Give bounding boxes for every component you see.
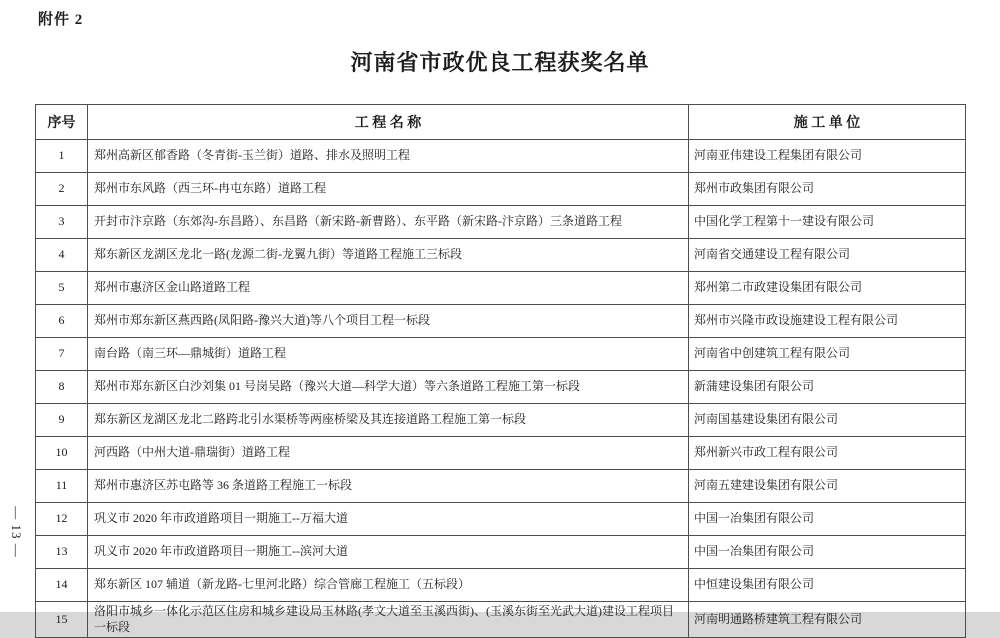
company-name-cell: 河南省交通建设工程有限公司 bbox=[689, 239, 966, 272]
row-index-cell: 15 bbox=[36, 602, 88, 638]
company-name-cell: 郑州市兴隆市政设施建设工程有限公司 bbox=[689, 305, 966, 338]
project-name-cell: 巩义市 2020 年市政道路项目一期施工--滨河大道 bbox=[88, 536, 689, 569]
table-row bbox=[36, 173, 966, 206]
row-index-cell: 13 bbox=[36, 536, 88, 569]
project-name-cell: 南台路（南三环—鼎城街）道路工程 bbox=[88, 338, 689, 371]
table-row bbox=[36, 470, 966, 503]
row-index-cell: 12 bbox=[36, 503, 88, 536]
project-name-cell: 巩义市 2020 年市政道路项目一期施工--万福大道 bbox=[88, 503, 689, 536]
company-name-cell: 中恒建设集团有限公司 bbox=[689, 569, 966, 602]
company-name-cell: 郑州市政集团有限公司 bbox=[689, 173, 966, 206]
table-row bbox=[36, 371, 966, 404]
company-name-cell: 郑州第二市政建设集团有限公司 bbox=[689, 272, 966, 305]
row-index-cell: 10 bbox=[36, 437, 88, 470]
table-row bbox=[36, 437, 966, 470]
company-name-cell: 中国一冶集团有限公司 bbox=[689, 536, 966, 569]
table-row bbox=[36, 206, 966, 239]
project-name-cell: 郑州市惠济区金山路道路工程 bbox=[88, 272, 689, 305]
row-index-cell: 8 bbox=[36, 371, 88, 404]
award-table bbox=[35, 104, 966, 638]
project-name-cell: 郑东新区龙湖区龙北二路跨北引水渠桥等两座桥梁及其连接道路工程施工第一标段 bbox=[88, 404, 689, 437]
header-company-column: 施 工 单 位 bbox=[689, 105, 966, 140]
company-name-cell: 中国一冶集团有限公司 bbox=[689, 503, 966, 536]
project-name-cell: 洛阳市城乡一体化示范区住房和城乡建设局玉林路(孝文大道至玉溪西街)、(玉溪东街至光武大道)建设工程项目一标段 bbox=[88, 602, 689, 638]
project-name-cell: 河西路（中州大道-鼎瑞街）道路工程 bbox=[88, 437, 689, 470]
company-name-cell: 河南明通路桥建筑工程有限公司 bbox=[689, 602, 966, 638]
attachment-label: 附件 2 bbox=[38, 12, 84, 28]
company-name-cell: 河南五建建设集团有限公司 bbox=[689, 470, 966, 503]
table-row bbox=[36, 305, 966, 338]
project-name-cell: 郑州高新区郁香路（冬青街-玉兰街）道路、排水及照明工程 bbox=[88, 140, 689, 173]
company-name-cell: 新蒲建设集团有限公司 bbox=[689, 371, 966, 404]
company-name-cell: 河南省中创建筑工程有限公司 bbox=[689, 338, 966, 371]
table-row bbox=[36, 503, 966, 536]
table-row bbox=[36, 404, 966, 437]
company-name-cell: 河南亚伟建设工程集团有限公司 bbox=[689, 140, 966, 173]
row-index-cell: 2 bbox=[36, 173, 88, 206]
company-name-cell: 河南国基建设集团有限公司 bbox=[689, 404, 966, 437]
row-index-cell: 1 bbox=[36, 140, 88, 173]
header-project-column: 工 程 名 称 bbox=[88, 105, 689, 140]
project-name-cell: 郑州市东风路（西三环-冉屯东路）道路工程 bbox=[88, 173, 689, 206]
page-title: 河南省市政优良工程获奖名单 bbox=[350, 50, 650, 75]
row-index-cell: 6 bbox=[36, 305, 88, 338]
page-number: — 13 — bbox=[9, 506, 24, 558]
row-index-cell: 14 bbox=[36, 569, 88, 602]
table-header-row bbox=[36, 105, 966, 140]
project-name-cell: 郑州市郑东新区白沙刘集 01 号岗吴路（豫兴大道—科学大道）等六条道路工程施工第一标段 bbox=[88, 371, 689, 404]
project-name-cell: 郑东新区龙湖区龙北一路(龙源二街-龙翼九街）等道路工程施工三标段 bbox=[88, 239, 689, 272]
table-row bbox=[36, 602, 966, 638]
table-row bbox=[36, 239, 966, 272]
award-table-body bbox=[36, 140, 966, 638]
table-row bbox=[36, 272, 966, 305]
row-index-cell: 7 bbox=[36, 338, 88, 371]
row-index-cell: 5 bbox=[36, 272, 88, 305]
project-name-cell: 开封市汴京路（东郊沟-东昌路）、东昌路（新宋路-新曹路）、东平路（新宋路-汴京路）三条道路工程 bbox=[88, 206, 689, 239]
table-row bbox=[36, 569, 966, 602]
company-name-cell: 郑州新兴市政工程有限公司 bbox=[689, 437, 966, 470]
table-row bbox=[36, 338, 966, 371]
project-name-cell: 郑州市惠济区苏屯路等 36 条道路工程施工一标段 bbox=[88, 470, 689, 503]
project-name-cell: 郑东新区 107 辅道（新龙路-七里河北路）综合管廊工程施工（五标段） bbox=[88, 569, 689, 602]
project-name-cell: 郑州市郑东新区燕西路(凤阳路-豫兴大道)等八个项目工程一标段 bbox=[88, 305, 689, 338]
table-row bbox=[36, 140, 966, 173]
row-index-cell: 3 bbox=[36, 206, 88, 239]
row-index-cell: 11 bbox=[36, 470, 88, 503]
row-index-cell: 4 bbox=[36, 239, 88, 272]
row-index-cell: 9 bbox=[36, 404, 88, 437]
table-row bbox=[36, 536, 966, 569]
company-name-cell: 中国化学工程第十一建设有限公司 bbox=[689, 206, 966, 239]
header-index-column: 序号 bbox=[36, 105, 88, 140]
